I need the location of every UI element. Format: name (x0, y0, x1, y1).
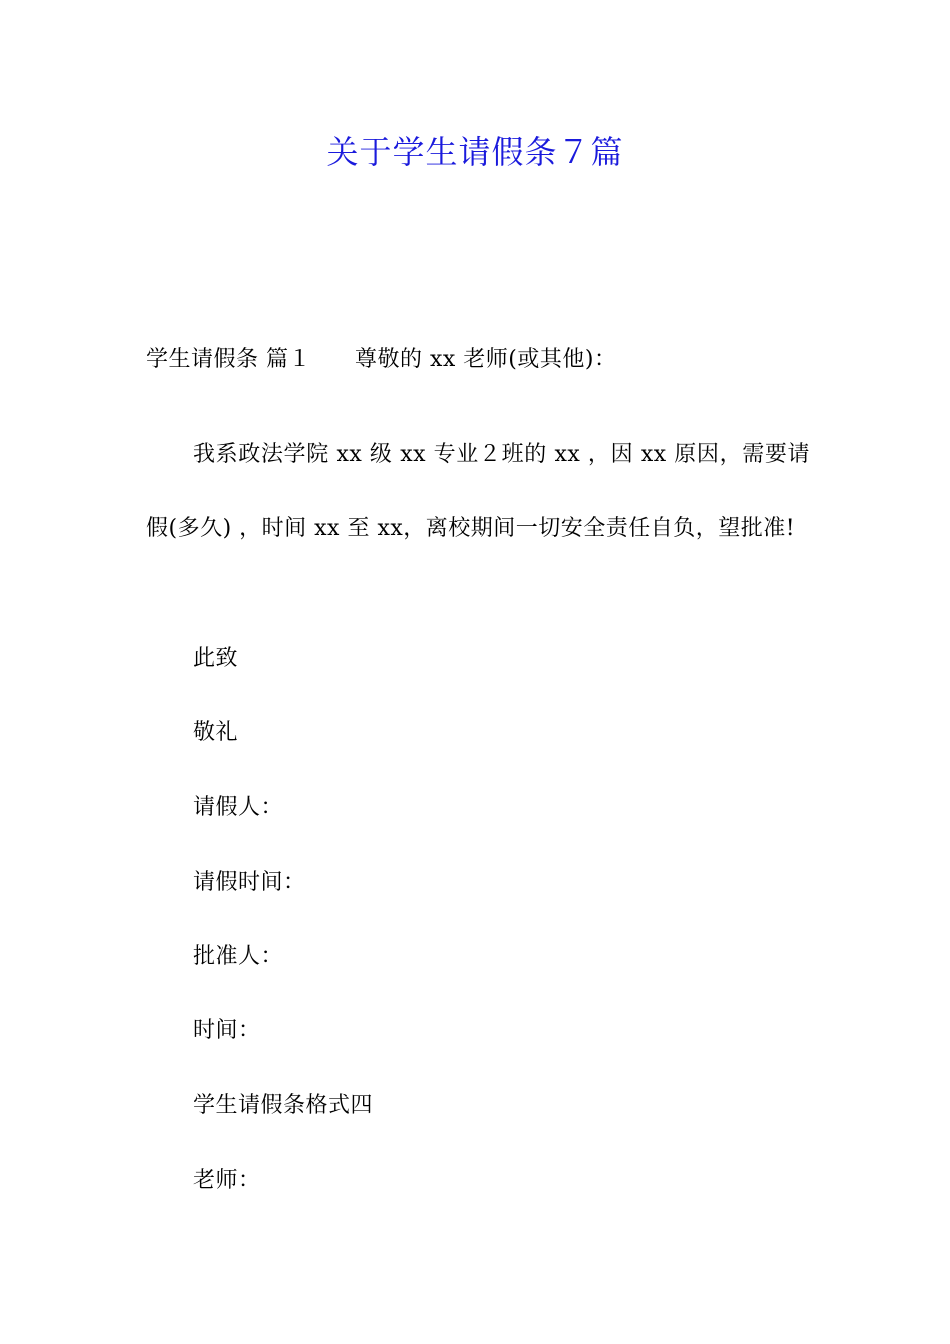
leave-time-field: 请假时间： (193, 870, 306, 895)
section-heading-format-four: 学生请假条格式四 (193, 1093, 374, 1118)
closing-ci-zhi: 此致 (193, 646, 239, 671)
first-line (146, 345, 616, 375)
teacher-salutation: 老师： (193, 1168, 261, 1193)
section-label: 学生请假条 篇１ (146, 347, 311, 372)
applicant-field: 请假人： (193, 795, 284, 820)
body-paragraph: 我系政法学院 xx 级 xx 专业２班的 xx ，因 xx 原因，需要请假(多久) ，时间 xx 至 xx，离校期间一切安全责任自负，望批准! (146, 442, 810, 541)
time-field: 时间： (193, 1018, 261, 1043)
document-title: 关于学生请假条７篇 (326, 133, 624, 171)
approver-field: 批准人： (193, 944, 284, 969)
salutation: 尊敬的 xx 老师(或其他)： (355, 347, 617, 372)
closing-jing-li: 敬礼 (193, 720, 239, 745)
